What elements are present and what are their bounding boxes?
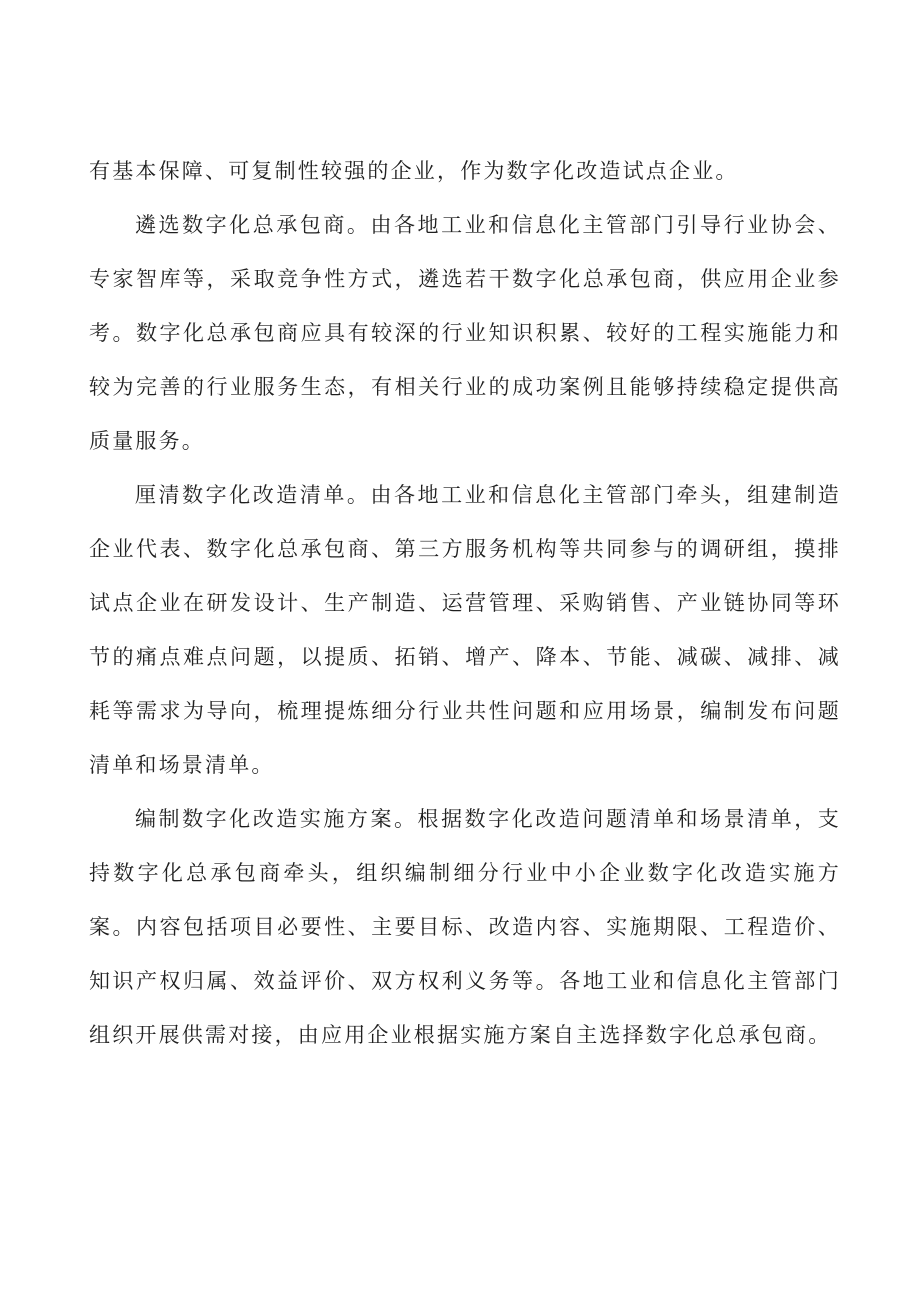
document-body [89,144,841,1062]
paragraph-select-contractors: 遴选数字化总承包商。由各地工业和信息化主管部门引导行业协会、专家智库等，采取竞争性方式，遴选若干数字化总承包商，供应用企业参考。数字化总承包商应具有较深的行业知识积累、较好的工程实施能力和较为完善的行业服务生态，有相关行业的成功案例且能够持续稳定提供高质量服务。 [89,213,841,453]
paragraph-clarify-checklist: 厘清数字化改造清单。由各地工业和信息化主管部门牵头，组建制造企业代表、数字化总承包商、第三方服务机构等共同参与的调研组，摸排试点企业在研发设计、生产制造、运营管理、采购销售、产业链协同等环节的痛点难点问题，以提质、拓销、增产、降本、节能、减碳、减排、减耗等需求为导向，梳理提炼细分行业共性问题和应用场景，编制发布问题清单和场景清单。 [89,483,841,777]
paragraph-continuation: 有基本保障、可复制性较强的企业，作为数字化改造试点企业。 [89,159,739,183]
paragraph-implementation-plan: 编制数字化改造实施方案。根据数字化改造问题清单和场景清单，支持数字化总承包商牵头，组织编制细分行业中小企业数字化改造实施方案。内容包括项目必要性、主要目标、改造内容、实施期限、工程造价、知识产权归属、效益评价、双方权利义务等。各地工业和信息化主管部门组织开展供需对接，由应用企业根据实施方案自主选择数字化总承包商。 [89,807,841,1047]
